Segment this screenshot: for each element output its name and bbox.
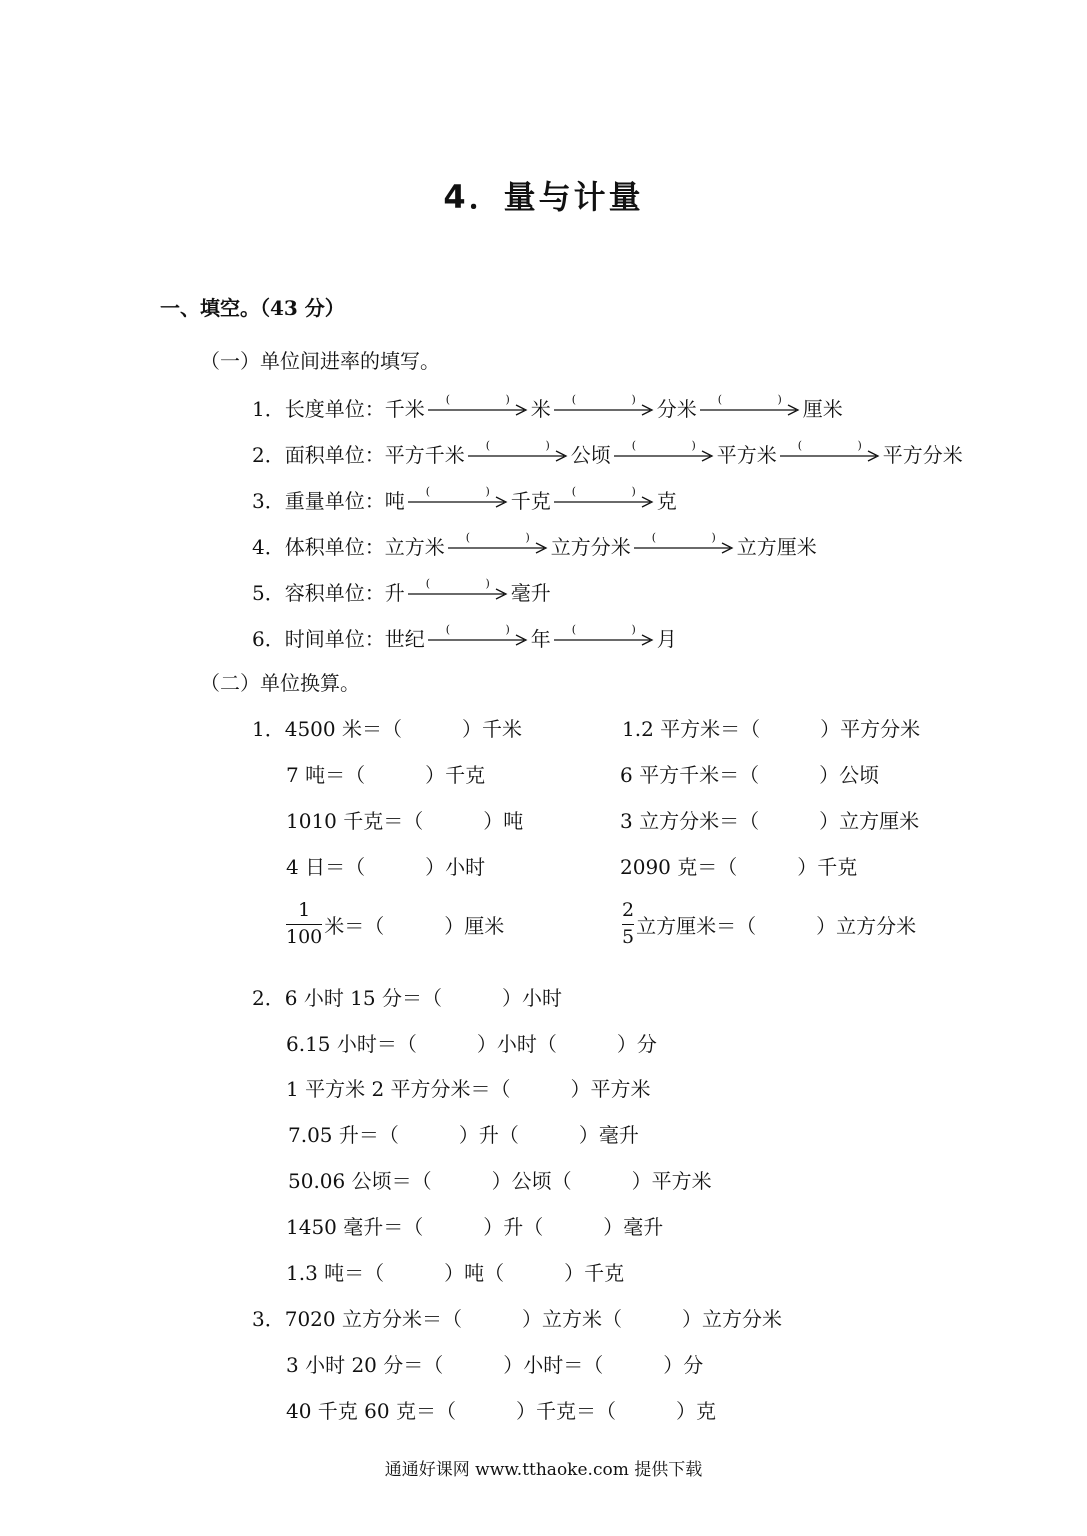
unit-name: 平方千米: [384, 443, 465, 467]
ratio-blank: ( ): [797, 438, 862, 452]
right-arrow-icon: [408, 584, 508, 602]
ratio-blank: ( ): [717, 392, 782, 406]
footer-credit: 通通好课网 www.tthaoke.com 提供下载: [384, 1460, 703, 1480]
ratio-row-label: 容积单位：: [284, 581, 385, 605]
ratio-row-label: 重量单位：: [284, 489, 385, 513]
unit-name: 立方厘米: [736, 535, 817, 559]
ratio-arrow: [428, 392, 528, 420]
part1-heading: （一）单位间进率的填写。: [200, 349, 440, 373]
right-arrow-icon: [554, 400, 654, 418]
unit-name: 平方米: [716, 443, 777, 467]
ratio-row-label: 时间单位：: [284, 627, 385, 651]
ratio-row-number: 2．: [252, 443, 285, 467]
q1-fraction-left-text: 米＝（ ）厘米: [324, 913, 505, 938]
unit-name: 年: [530, 627, 551, 651]
q3-line-2: 3 小时 20 分＝（ ）小时＝（ ）分: [286, 1353, 704, 1377]
q1-left-3: 1010 千克＝（ ）吨: [286, 809, 524, 833]
ratio-blank: ( ): [425, 484, 490, 498]
fraction-denominator: 5: [622, 925, 635, 948]
right-arrow-icon: [448, 538, 548, 556]
q1-right-1: 1.2 平方米＝（ ）平方分米: [622, 717, 921, 741]
ratio-arrow: [554, 484, 654, 512]
ratio-arrow: [634, 530, 734, 558]
q3-number: 3．: [252, 1307, 285, 1331]
ratio-blank: ( ): [485, 438, 550, 452]
ratio-row: [252, 531, 817, 560]
right-arrow-icon: [700, 400, 800, 418]
unit-name: 世纪: [384, 627, 425, 651]
q1-fraction-left-item: [286, 900, 504, 949]
q2-line-2: 6.15 小时＝（ ）小时（ ）分: [286, 1032, 657, 1056]
unit-name: 千克: [510, 489, 551, 513]
unit-name: 平方分米: [882, 443, 963, 467]
q3-row-1: [252, 1303, 782, 1332]
unit-name: 厘米: [802, 397, 843, 421]
ratio-row-number: 3．: [252, 489, 285, 513]
unit-name: 升: [384, 581, 405, 605]
right-arrow-icon: [428, 630, 528, 648]
unit-name: 公顷: [570, 443, 611, 467]
ratio-blank: ( ): [631, 438, 696, 452]
q1-right-4: 2090 克＝（ ）千克: [620, 855, 858, 879]
unit-name: 立方米: [384, 535, 445, 559]
ratio-row: [252, 623, 677, 652]
q3-line-3: 40 千克 60 克＝（ ）千克＝（ ）克: [286, 1399, 716, 1423]
q3-line-1: 7020 立方分米＝（ ）立方米（ ）立方分米: [284, 1307, 782, 1331]
q2-line-5: 50.06 公顷＝（ ）公顷（ ）平方米: [288, 1169, 712, 1193]
ratio-arrow: [428, 622, 528, 650]
ratio-row-label: 面积单位：: [284, 443, 385, 467]
ratio-blank: ( ): [445, 622, 510, 636]
unit-name: 米: [530, 397, 551, 421]
right-arrow-icon: [408, 492, 508, 510]
fraction-denominator: 100: [286, 925, 323, 948]
ratio-blank: ( ): [465, 530, 530, 544]
right-arrow-icon: [554, 630, 654, 648]
q1-fraction-right-text: 立方厘米＝（ ）立方分米: [636, 913, 917, 938]
ratio-row-number: 4．: [252, 535, 285, 559]
right-arrow-icon: [468, 446, 568, 464]
right-arrow-icon: [614, 446, 714, 464]
right-arrow-icon: [634, 538, 734, 556]
ratio-row-number: 6．: [252, 627, 285, 651]
q2-line-1: 6 小时 15 分＝（ ）小时: [284, 986, 562, 1010]
q2-line-4: 7.05 升＝（ ）升（ ）毫升: [288, 1123, 639, 1147]
unit-name: 立方分米: [550, 535, 631, 559]
ratio-row-number: 1．: [252, 397, 285, 421]
ratio-row: [252, 393, 843, 422]
q1-left-4: 4 日＝（ ）小时: [286, 855, 486, 879]
fraction-numerator: 1: [298, 899, 311, 921]
section-heading: 一、填空。（43 分）: [160, 296, 345, 320]
ratio-arrow: [554, 392, 654, 420]
ratio-arrow: [614, 438, 714, 466]
ratio-arrow: [780, 438, 880, 466]
unit-name: 月: [656, 627, 677, 651]
unit-name: 克: [656, 489, 677, 513]
fraction-bar: [286, 924, 322, 925]
unit-name: 分米: [656, 397, 697, 421]
ratio-blank: ( ): [571, 622, 636, 636]
fraction-bar: [622, 924, 634, 925]
ratio-row-number: 5．: [252, 581, 285, 605]
q2-number: 2．: [252, 986, 285, 1010]
q2-line-3: 1 平方米 2 平方分米＝（ ）平方米: [286, 1077, 651, 1101]
q1-left-1: 4500 米＝（ ）千米: [284, 717, 522, 741]
ratio-row: [252, 577, 551, 606]
right-arrow-icon: [428, 400, 528, 418]
q1-fraction-right-item: [622, 900, 916, 949]
unit-name: 毫升: [510, 581, 551, 605]
unit-name: 千米: [384, 397, 425, 421]
q2-row-1: [252, 982, 562, 1011]
ratio-blank: ( ): [425, 576, 490, 590]
right-arrow-icon: [554, 492, 654, 510]
page-title: 4．量与计量: [443, 178, 644, 216]
ratio-row: [252, 439, 963, 468]
unit-name: 吨: [384, 489, 405, 513]
ratio-arrow: [554, 622, 654, 650]
ratio-arrow: [700, 392, 800, 420]
q1-left-2: 7 吨＝（ ）千克: [286, 763, 486, 787]
part2-heading: （二）单位换算。: [200, 671, 360, 695]
q1-number: 1．: [252, 717, 285, 741]
ratio-row-label: 体积单位：: [284, 535, 385, 559]
ratio-row-label: 长度单位：: [284, 397, 385, 421]
ratio-blank: ( ): [651, 530, 716, 544]
ratio-arrow: [408, 576, 508, 604]
ratio-blank: ( ): [445, 392, 510, 406]
q1-row-1: [252, 713, 522, 742]
fraction-1-100: [286, 900, 322, 949]
fraction-numerator: 2: [622, 899, 635, 921]
ratio-blank: ( ): [571, 484, 636, 498]
q2-line-7: 1.3 吨＝（ ）吨（ ）千克: [286, 1261, 625, 1285]
fraction-2-5: [622, 900, 634, 949]
ratio-arrow: [408, 484, 508, 512]
ratio-row: [252, 485, 677, 514]
ratio-arrow: [448, 530, 548, 558]
q2-line-6: 1450 毫升＝（ ）升（ ）毫升: [286, 1215, 664, 1239]
q1-right-2: 6 平方千米＝（ ）公顷: [620, 763, 880, 787]
ratio-blank: ( ): [571, 392, 636, 406]
q1-right-3: 3 立方分米＝（ ）立方厘米: [620, 809, 920, 833]
ratio-arrow: [468, 438, 568, 466]
right-arrow-icon: [780, 446, 880, 464]
